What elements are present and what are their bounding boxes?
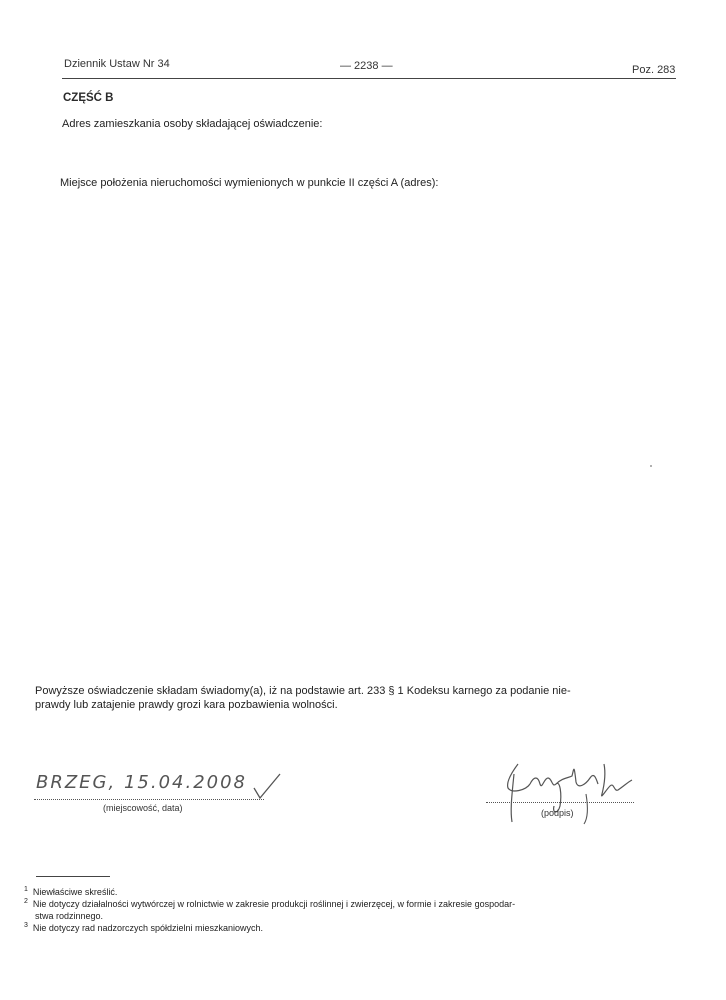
signature-caption: (podpis): [541, 808, 574, 818]
footnote-2: $^2$ Nie dotyczy działalności wytwórczej w rolnictwie w zakresie produkcji roślinnej i zwierzęcej, w formie i zakresie gospodar-: [24, 898, 516, 909]
footnotes: [24, 886, 664, 934]
declaration-text: [35, 684, 655, 712]
property-location-label: Miejsce położenia nieruchomości wymienionych w punkcie II części A (adres):: [60, 177, 439, 189]
page-number: — 2238 —: [340, 60, 393, 72]
scan-speck: [650, 465, 652, 467]
declaration-line-1: Powyższe oświadczenie składam świadomy(a), iż na podstawie art. 233 § 1 Kodeksu karnego za podanie nie-: [35, 685, 571, 697]
position-number: Poz. 283: [632, 64, 676, 76]
place-date-handwritten: BRZEG, 15.04.2008: [36, 772, 248, 793]
journal-title: Dziennik Ustaw Nr 34: [64, 58, 170, 70]
section-title: CZĘŚĆ B: [63, 92, 114, 104]
footnote-1: $^1$ Niewłaściwe skreślić.: [24, 886, 118, 897]
place-date-dotted-line: [34, 799, 264, 800]
footnote-2-cont: stwa rodzinnego.: [35, 911, 104, 921]
footnote-rule: [36, 876, 110, 877]
declaration-line-2: prawdy lub zatajenie prawdy grozi kara pozbawienia wolności.: [35, 699, 338, 711]
signature-dotted-line: [486, 802, 634, 803]
header-rule: [62, 78, 676, 79]
address-label: Adres zamieszkania osoby składającej oświadczenie:: [62, 118, 323, 130]
place-date-caption: (miejscowość, data): [103, 803, 183, 813]
footnote-3: $^3$ Nie dotyczy rad nadzorczych spółdzielni mieszkaniowych.: [24, 922, 264, 933]
